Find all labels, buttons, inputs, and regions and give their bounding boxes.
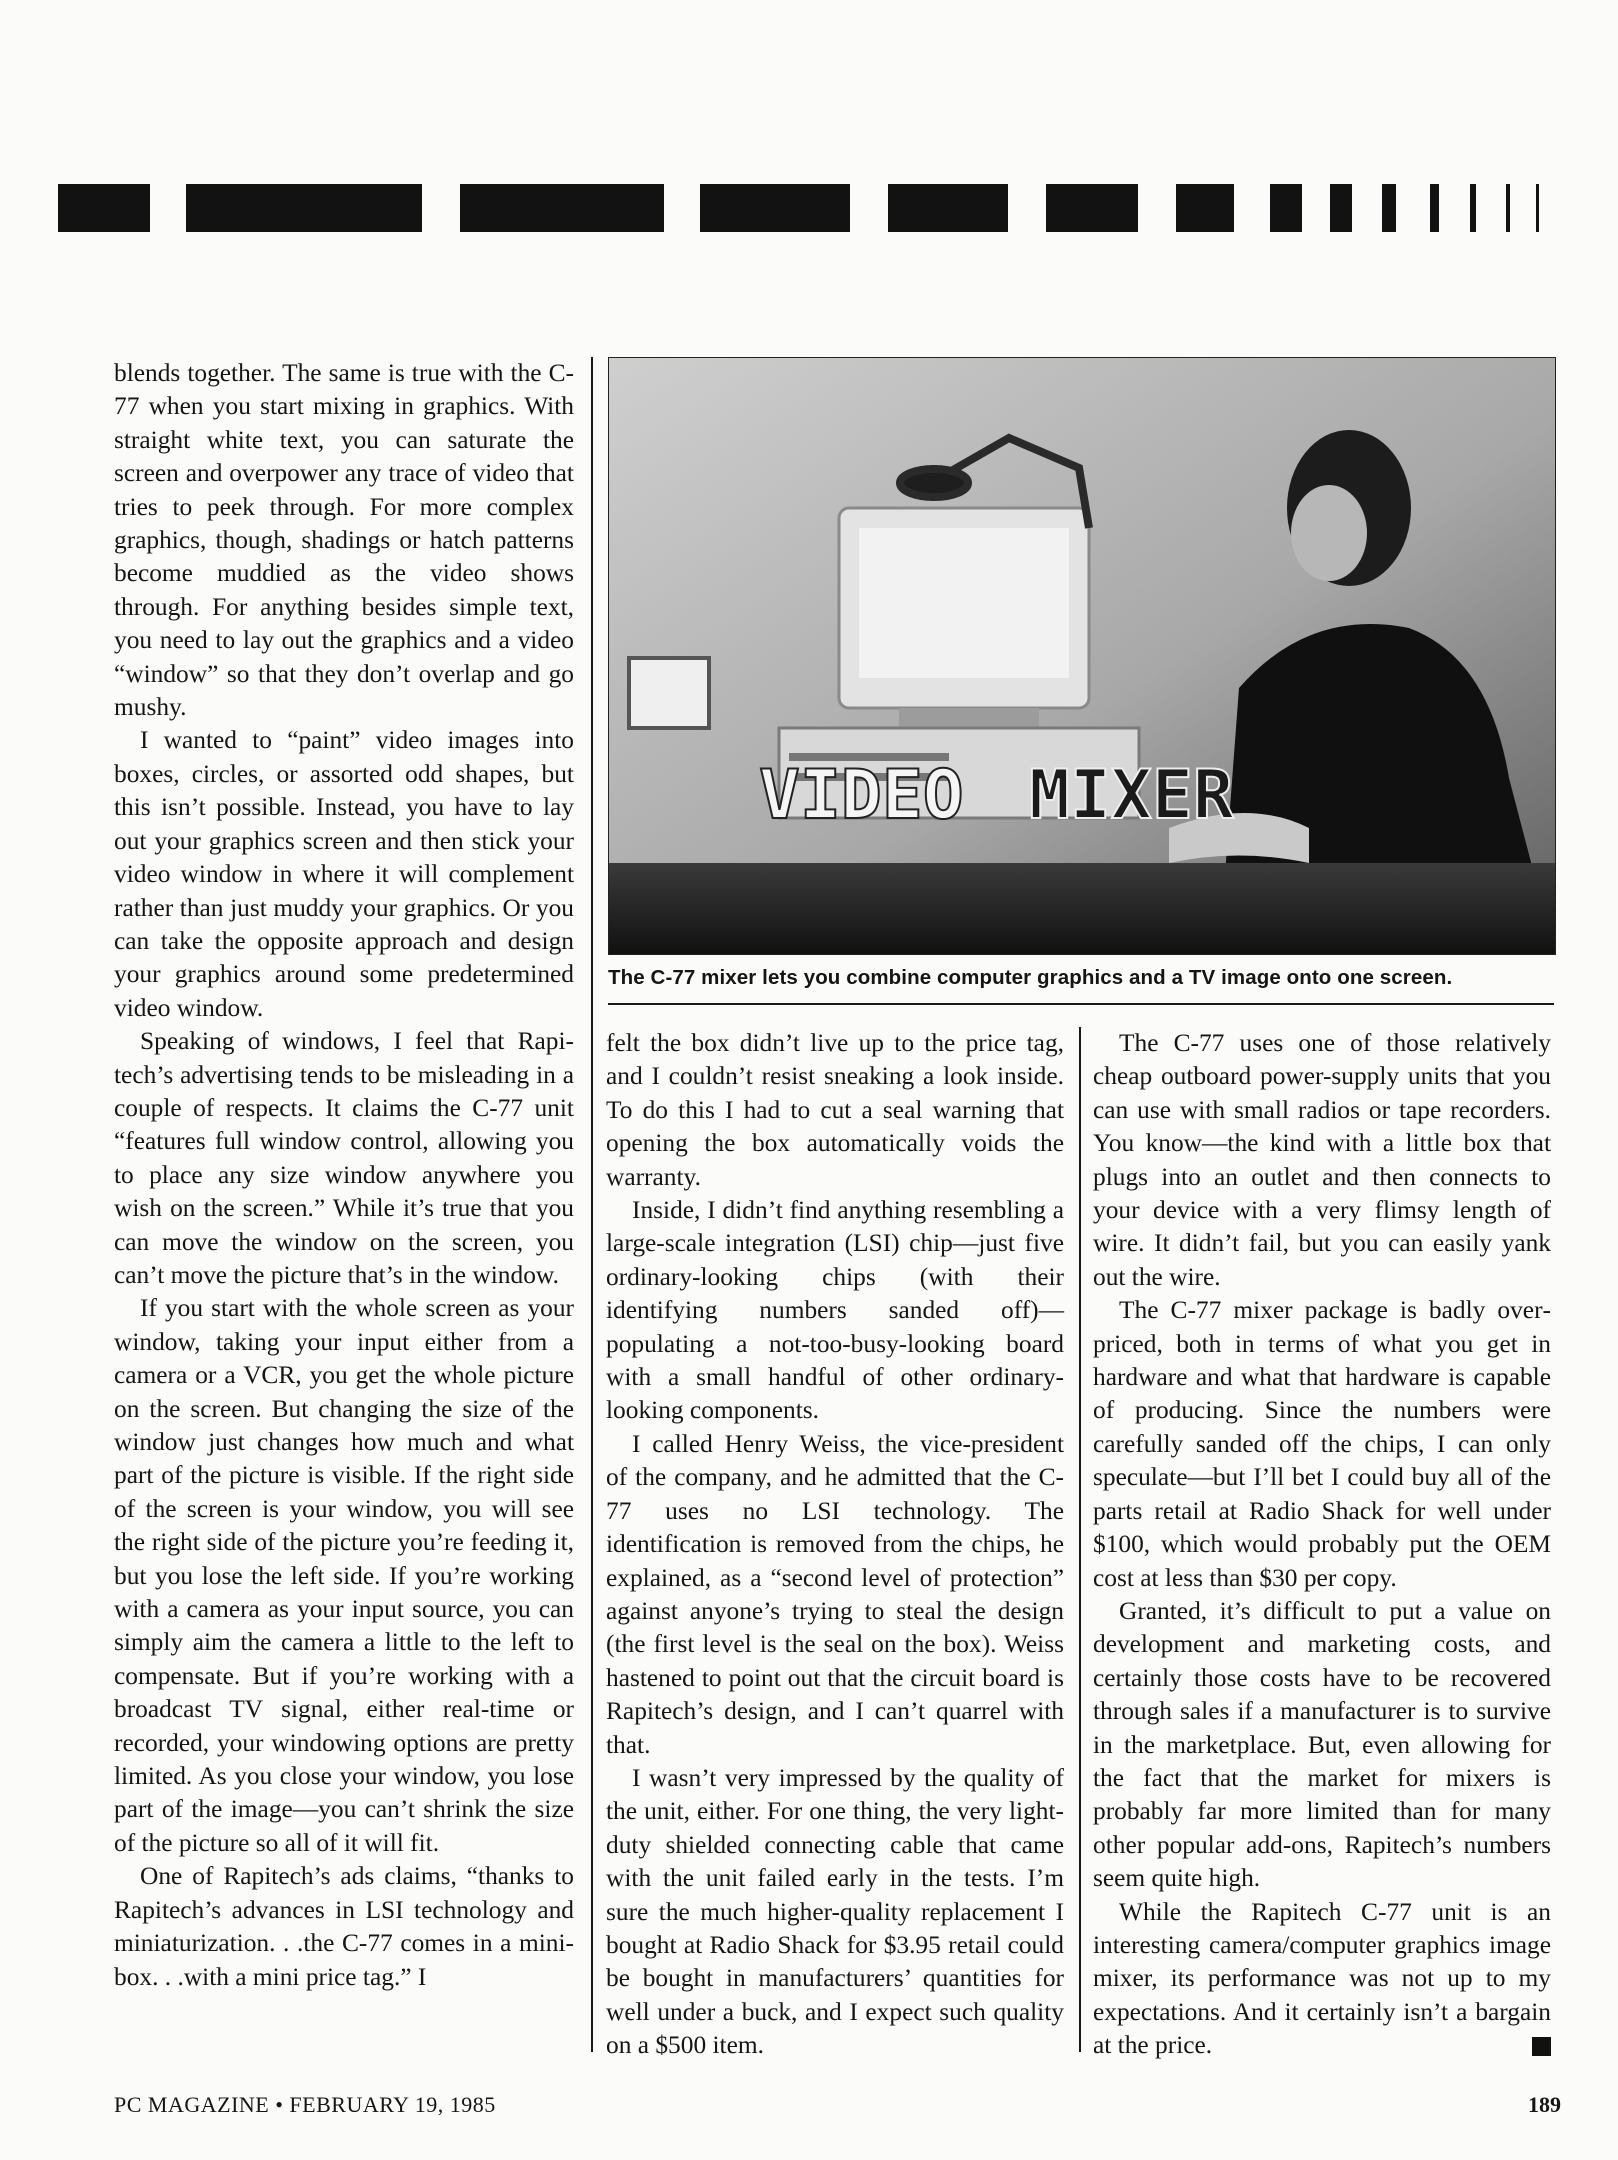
overlay-text-video: VIDEO — [759, 756, 964, 835]
paragraph: Granted, it’s difficult to put a value on development and marketing costs, and certainly those costs have to be recovered through sales if a manufacturer is to survive in the marketplace. But, even allowing for the fact that the market for mixers is probably far more limited than for many other popular add-ons, Rapitech’s numbers seem quite high. — [1093, 1596, 1551, 1893]
article-column-2 — [606, 1027, 1064, 2063]
paragraph: The C-77 uses one of those relatively cheap outboard power-supply units that you can use with small radios or tape recorders. You know—the kind with a little box that plugs into an outlet and then connects to your device with a very flimsy length of wire. It didn’t fail, but you can easily yank out the wire. — [1093, 1029, 1551, 1291]
header-bar — [1470, 184, 1476, 232]
caption-rule — [608, 1003, 1554, 1005]
header-bar — [1506, 184, 1510, 232]
paragraph: I wasn’t very impressed by the quality of the unit, either. For one thing, the very light-duty shielded connecting cable that came with the unit failed early in the tests. I’m sure the much higher-quality replacement I bought at Radio Shack for $3.95 retail could be bought in manufacturers’ quantities for well under a buck, and I expect such quality on a $500 item. — [606, 1763, 1064, 2060]
header-bar — [1046, 184, 1138, 232]
paragraph: blends together. The same is true with the C-77 when you start mixing in graphics. With straight white text, you can saturate the screen and overpower any trace of video that tries to peek through. For more complex graphics, though, shadings or hatch patterns become muddied as the video shows through. For anything besides simple text, you need to lay out the graphics and a video “window” so that they don’t overlap and go mushy. — [114, 359, 574, 722]
paragraph — [1093, 1896, 1551, 2063]
header-bar — [1270, 184, 1302, 232]
article-photo — [608, 357, 1556, 955]
column-rule-right — [1079, 1027, 1081, 2052]
column-rule-left — [591, 357, 593, 2052]
footer-publication: PC MAGAZINE • FEBRUARY 19, 1985 — [114, 2092, 496, 2117]
desk-shape — [609, 863, 1555, 954]
header-bar — [186, 184, 422, 232]
end-of-article-mark — [1532, 2037, 1551, 2056]
page-number: 189 — [1528, 2092, 1561, 2117]
header-bar-strip — [58, 184, 1578, 232]
paragraph: If you start with the whole screen as your window, taking your input either from a camera or a VCR, you get the whole picture on the screen. But changing the size of the window just changes how much and what part of the picture is visible. If the right side of the screen is your window, you will see the right side of the picture you’re feeding it, but you lose the left side. If you’re working with a camera as your input source, you can simply aim the camera a little to the left to compensate. But if you’re working with a broadcast TV signal, either real-time or recorded, your windowing options are pretty limited. As you close your window, you lose part of the image—you can’t shrink the size of the picture so all of it will fit. — [114, 1294, 574, 1857]
photo-caption: The C-77 mixer lets you combine computer graphics and a TV image onto one screen. — [608, 966, 1453, 989]
header-bar — [700, 184, 850, 232]
paragraph: Speaking of windows, I feel that Rapitech’s advertising tends to be misleading in a couple of respects. It claims the C-77 unit “features full window control, allowing you to place any size window anywhere you wish on the screen.” While it’s true that you can move the window on the screen, you can’t move the picture that’s in the window. — [114, 1027, 574, 1289]
overlay-text-mixer: MIXER — [1029, 756, 1234, 835]
small-monitor-shape — [629, 658, 709, 728]
paragraph: One of Rapitech’s ads claims, “thanks to Rapitech’s advances in LSI technology and miniaturization. . .the C-77 comes in a mini-box. . .with a mini price tag.” I — [114, 1862, 574, 1991]
header-bar — [58, 184, 150, 232]
paragraph: I wanted to “paint” video images into boxes, circles, or assorted odd shapes, but this isn’t possible. Instead, you have to lay out your graphics screen and then stick your video window in where it will complement rather than just muddy your graphics. Or you can take the opposite approach and design your graphics around some predetermined video window. — [114, 726, 574, 1022]
paragraph: felt the box didn’t live up to the price tag, and I couldn’t resist sneaking a look inside. To do this I had to cut a seal warning that opening the box automatically voids the warranty. — [606, 1029, 1064, 1191]
header-bar — [888, 184, 1008, 232]
header-bar — [1536, 184, 1539, 232]
monitor-shape — [839, 508, 1089, 738]
header-bar — [460, 184, 664, 232]
paragraph: The C-77 mixer package is badly overpriced, both in terms of what you get in hardware and what that hardware is capable of producing. Since the numbers were carefully sanded off the chips, I can only speculate—but I’ll bet I could buy all of the parts retail at Radio Shack for well under $100, which would probably put the OEM cost at less than $30 per copy. — [1093, 1296, 1551, 1592]
header-bar — [1330, 184, 1352, 232]
paragraph: I called Henry Weiss, the vice-president of the company, and he admitted that the C-77 uses no LSI technology. The identification is removed from the chips, he explained, as a “second level of protection” against anyone’s trying to steal the design (the first level is the seal on the box). Weiss hastened to point out that the circuit board is Rapitech’s design, and I can’t quarrel with that. — [606, 1429, 1064, 1759]
paragraph: Inside, I didn’t find anything resembling a large-scale integration (LSI) chip—just five ordinary-looking chips (with their identifying numbers sanded off)—populating a not-too-busy-looking board with a small handful of other ordinary-looking components. — [606, 1196, 1064, 1425]
header-bar — [1176, 184, 1234, 232]
article-column-1 — [114, 357, 574, 1994]
article-column-3 — [1093, 1027, 1551, 2063]
header-bar — [1430, 184, 1439, 232]
final-paragraph-text: While the Rapitech C-77 unit is an interesting camera/computer graphics image mixer, its performance was not up to my expectations. And it certainly isn’t a bargain at the price. — [1093, 1897, 1551, 2060]
header-bar — [1382, 184, 1396, 232]
